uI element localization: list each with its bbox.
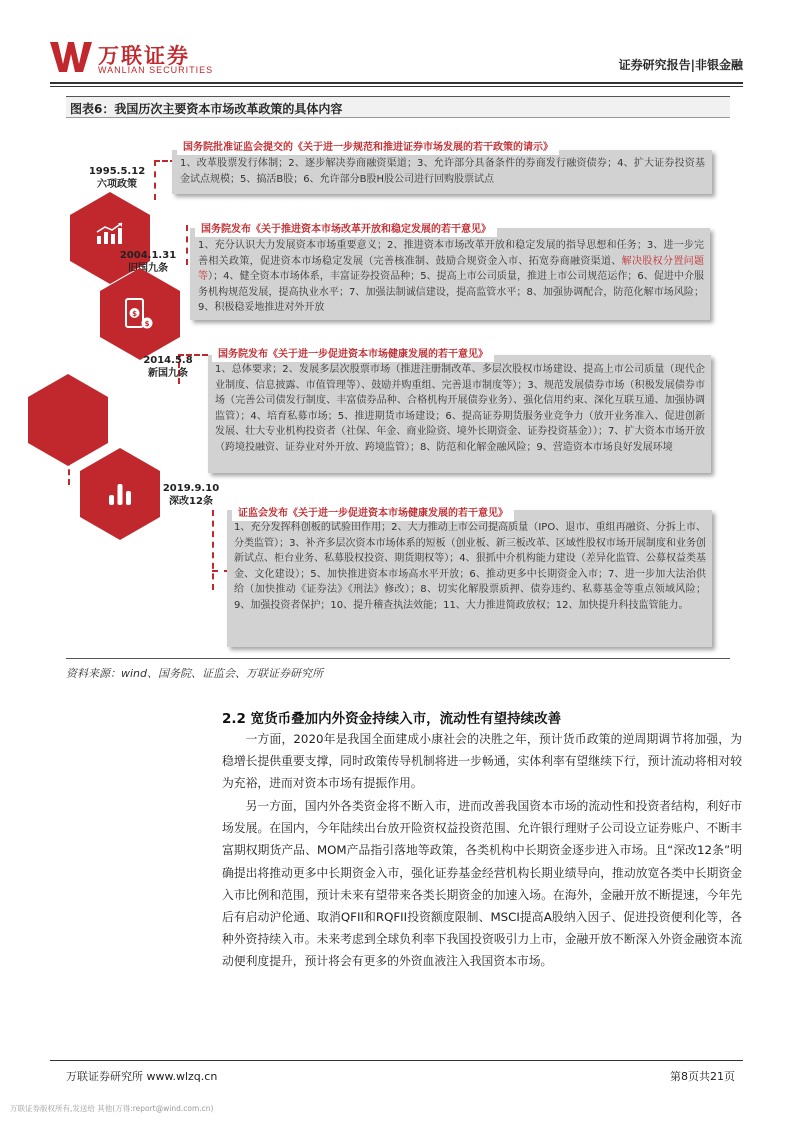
header-divider	[50, 82, 743, 84]
svg-text:$: $	[144, 320, 150, 328]
policy-title: 证监会发布《关于进一步促进资本市场健康发展的若干意见》	[232, 502, 514, 521]
event-date: 1995.5.12 六项政策	[88, 166, 146, 190]
timeline-connector	[154, 160, 156, 200]
mobile-payment-icon	[124, 298, 154, 330]
watermark: 万联证券版权所有,发送给 其他(万得:report@wind.com.cn)	[10, 1104, 214, 1113]
body-paragraph: 一方面，2020年是我国全面建成小康社会的决胜之年，预计货币政策的逆周期调节将加强，为稳增长提供重要支撑，同时政策传导机制将进一步畅通，实体利率有望继续下行，预计流动将相对较为充裕，进而对资本市场有提振作用。	[222, 732, 742, 791]
timeline-connector	[212, 510, 214, 590]
header-divider-thin	[50, 86, 743, 87]
logo-cn-text: 万联证券	[98, 44, 190, 68]
svg-text:$: $	[132, 310, 137, 318]
bar-chart-icon	[107, 482, 133, 506]
highlighted-text: 解决股权分置问题等	[198, 255, 705, 282]
policy-title: 国务院发布《关于推进资本市场改革开放和稳定发展的若干意见》	[195, 218, 497, 237]
footer-org-website: 万联证券研究所 www.wlzq.cn	[66, 1070, 218, 1083]
policy-content: 1、充分认识大力发展资本市场重要意义；2、推进资本市场改革开放和稳定发展的指导思想和任务；3、进一步完善相关政策，促进资本市场稳定发展（完善核准制、鼓励合规资金入市、拓宽券商融资渠道、解决股权分置问题等）；4、健全资本市场体系，丰富证券投资品种；5、提高上市公司质量，推进上市公司规范运作；6、促进中介服务机构规范发展，提高执业水平；7、加强法制诚信建设，提高监管水平；8、加强协调配合，防范化解市场风险；9、积极稳妥地推进对外开放	[198, 240, 705, 313]
logo-en-text: WANLIAN SECURITIES	[98, 65, 214, 75]
section-heading: 2.2 宽货币叠加内外资金持续入市，流动性有望持续改善	[222, 711, 562, 727]
figure-source: 资料来源：wind、国务院、证监会、万联证券研究所	[66, 667, 324, 680]
wanlian-logo-icon	[50, 42, 92, 72]
policy-content: 1、总体要求；2、发展多层次股票市场（推进注册制改革、多层次股权市场建设、提高上市公司质量（现代企业制度、信息披露、市值管理等）、鼓励并购重组、完善退市制度等）；3、规范发展债券市场（积极发展债券市场（完善公司债发行制度、丰富债券品种、合格机构开展债券业务）、强化信用约束、深化互联互通、加强协调监管）；4、培育私募市场；5、推进期货市场建设；6、提高证券期货服务业竞争力（放开业务准入、促进创新发展、壮大专业机构投资者（社保、年金、商业险资、境外长期资金、证券投资基金））；7、扩大资本市场开放（跨境投融资、证券业对外开放、跨境监管）；8、防范和化解金融风险；9、营造资本市场良好发展环境	[215, 364, 705, 453]
footer-divider	[50, 1060, 743, 1061]
page-number: 第8页共21页	[670, 1070, 735, 1083]
event-date: 2014.5.8 新国九条	[143, 355, 193, 379]
timeline-connector	[186, 225, 188, 265]
figure-bottom-divider	[66, 658, 730, 659]
policy-content: 1、充分发挥科创板的试验田作用；2、大力推动上市公司提高质量（IPO、退市、重组再融资、分拆上市、分类监管）；3、补齐多层次资本市场体系的短板（创业板、新三板改革、区域性股权市场开展制度和业务创新试点、柜台业务、私募股权投资、期货期权等）；4、狠抓中介机构能力建设（差异化监管、公募权益类基金、文化建设）；5、加快推进资本市场高水平开放；6、推动更多中长期资金入市；7、进一步加大法治供给（加快推动《证券法》《刑法》修改）；8、切实化解股票质押、债券违约、私募基金等重点领域风险；9、加强投资者保护；10、提升稽查执法效能；11、大力推进简政放权；12、加快提升科技监管能力。	[234, 522, 706, 611]
report-type: 证券研究报告|非银金融	[618, 58, 743, 72]
event-date: 2004.1.31 旧国九条	[119, 250, 177, 274]
policy-content: 1、改革股票发行体制；2、逐步解决券商融资渠道；3、允许部分具备条件的券商发行融资债券；4、扩大证券投资基金试点规模；5、搞活B股；6、允许部分B股H股公司进行回购股票试点	[180, 158, 705, 185]
policy-title: 国务院发布《关于进一步促进资本市场健康发展的若干意见》	[212, 343, 494, 362]
body-paragraph: 另一方面，国内外各类资金将不断入市，进而改善我国资本市场的流动性和投资者结构，利好市场发展。在国内，今年陆续出台放开险资权益投资范围、允许银行理财子公司设立证券账户、不断丰富期权期货产品、MOM产品指引落地等政策，各类机构中长期资金逐步进入市场。且“深改12条”明确提出将推动更多中长期资金入市，强化证券基金经营机构长期业绩导向，推动放宽各类中长期资金入市比例和范围，预计未来有望带来各类长期资金的加速入场。在海外，金融开放不断提速，今年先后有启动沪伦通、取消QFII和RQFII投资额度限制、MSCI提高A股纳入因子、促进投资便利化等，各种外资持续入市。未来考虑到全球负利率下我国投资吸引力上市，金融开放不断深入外资金融资本流动便利度提升，预计将会有更多的外资血液注入我国资本市场。	[222, 799, 742, 969]
policy-title: 国务院批准证监会提交的《关于进一步规范和推进证券市场发展的若干政策的请示》	[177, 136, 559, 155]
bar-chart-growth-icon	[95, 222, 125, 246]
event-date: 2019.9.10 深改12条	[162, 483, 220, 507]
event-hexagon	[28, 374, 108, 466]
figure-caption: 图表6：我国历次主要资本市场改革政策的具体内容	[66, 96, 730, 118]
